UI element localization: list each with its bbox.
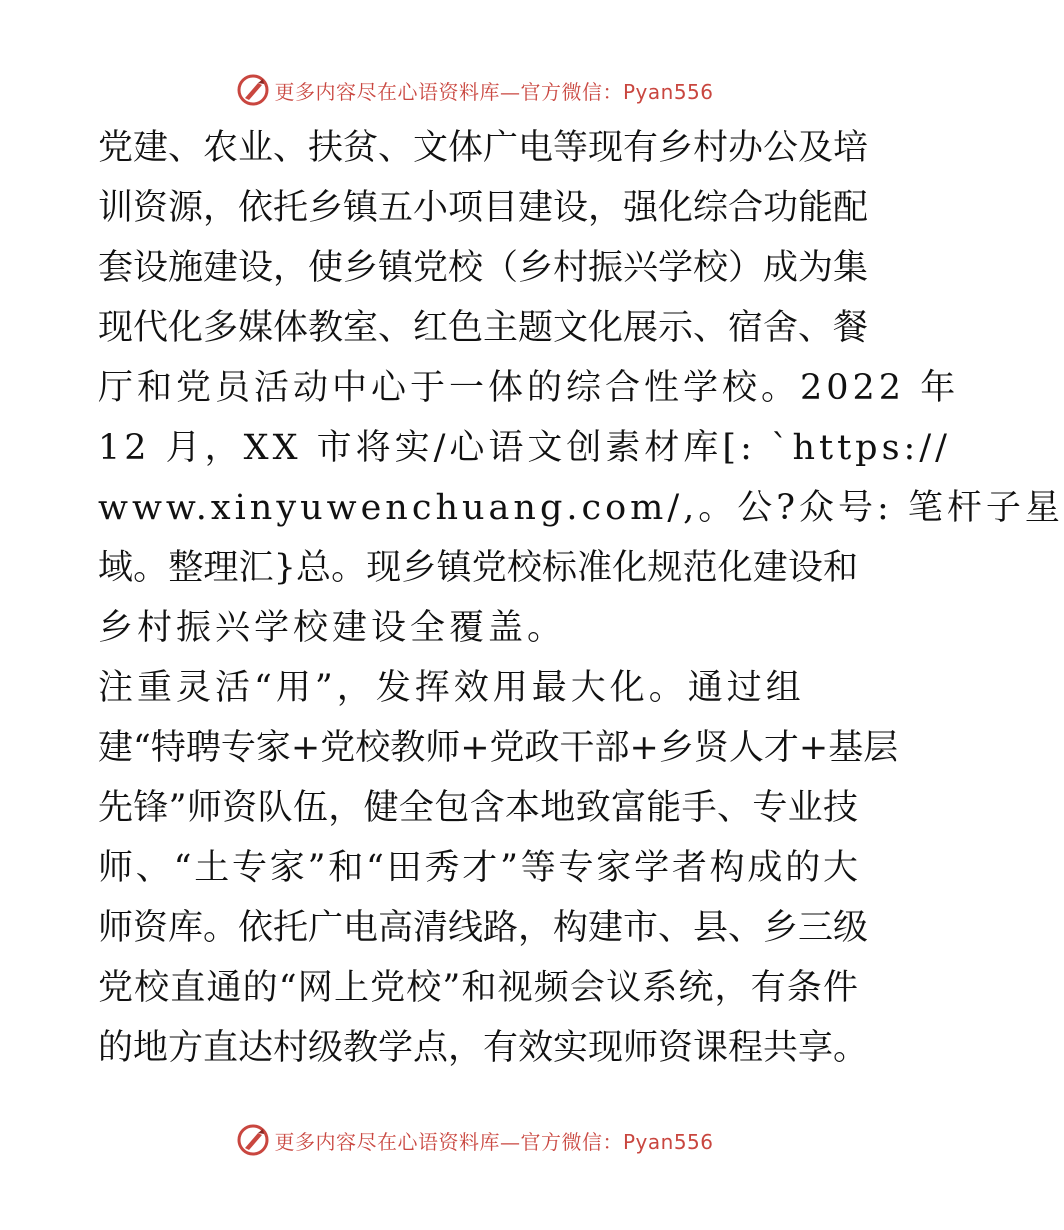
text-line: 乡村振兴学校建设全覆盖。: [98, 608, 567, 648]
text-line: 域。整理汇}总。现乡镇党校标准化规范化建设和: [98, 548, 858, 588]
paragraph-1: [98, 118, 1064, 658]
text-line: 建“特聘专家+党校教师+党政干部+乡贤人才+基层: [98, 728, 899, 768]
text-line: 党建、农业、扶贫、文体广电等现有乡村办公及培: [98, 128, 869, 168]
text-line: 注重灵活“用”，发挥效用最大化。通过组: [98, 668, 805, 708]
quill-logo-icon: [236, 1123, 270, 1157]
document-body: [98, 118, 1064, 1078]
text-line: 训资源，依托乡镇五小项目建设，强化综合功能配: [98, 188, 869, 228]
watermark-text: 更多内容尽在心语资料库—官方微信：Pyan556: [274, 79, 714, 104]
text-line: 师资库。依托广电高清线路，构建市、县、乡三级: [98, 908, 869, 948]
text-line: 现代化多媒体教室、红色主题文化展示、宿舍、餐: [98, 308, 869, 348]
watermark-banner-bottom: [0, 1120, 950, 1160]
text-line: 先锋”师资队伍，健全包含本地致富能手、专业技: [98, 788, 858, 828]
watermark-wechat-id: Pyan556: [622, 1129, 714, 1154]
watermark-text: 更多内容尽在心语资料库—官方微信：Pyan556: [274, 1129, 714, 1154]
quill-logo-icon: [236, 73, 270, 107]
text-line: 党校直通的“网上党校”和视频会议系统，有条件: [98, 968, 858, 1008]
text-line: 12 月，XX 市将实/心语文创素材库[: `https://: [98, 428, 951, 468]
text-line: 套设施建设，使乡镇党校（乡村振兴学校）成为集: [98, 248, 869, 288]
paragraph-2: [98, 658, 899, 1078]
text-line: 师、“土专家”和“田秀才”等专家学者构成的大: [98, 848, 858, 888]
text-line: 的地方直达村级教学点，有效实现师资课程共享。: [98, 1028, 869, 1068]
watermark-banner-top: [0, 70, 950, 110]
watermark-wechat-id: Pyan556: [622, 79, 714, 104]
text-line: www.xinyuwenchuang.com/,。公?众号: 笔杆子星: [98, 488, 1064, 528]
text-line: 厅和党员活动中心于一体的综合性学校。2022 年: [98, 368, 960, 408]
